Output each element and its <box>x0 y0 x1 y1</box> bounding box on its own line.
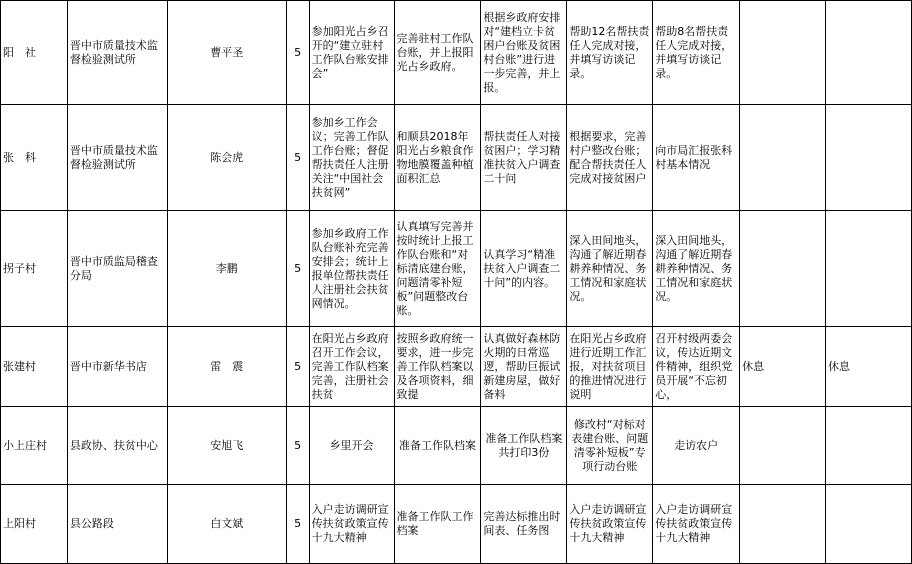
day5-cell: 召开村级两委会议，传达近期文件精神，组织党员开展“不忘初心， <box>653 327 740 407</box>
day1-cell: 乡里开会 <box>309 407 394 485</box>
table-row <box>1 485 912 564</box>
day1-cell: 参加乡工作会议；完善工作队工作台账；督促帮扶责任人注册关注“中国社会扶贫网” <box>309 105 394 211</box>
day5-cell: 帮助8名帮扶责任人完成对接，并填写访谈记录。 <box>653 1 740 105</box>
day5-cell: 深入田间地头，沟通了解近期春耕养种情况、务工情况和家庭状况。 <box>653 211 740 327</box>
day7-cell <box>826 1 912 105</box>
table-row <box>1 105 912 211</box>
day5-cell: 入户走访调研宣传扶贫政策宣传十九大精神 <box>653 485 740 564</box>
village-cell: 张建村 <box>1 327 68 407</box>
day1-cell: 在阳光占乡政府召开工作会议，完善工作队档案完善，注册社会扶贫 <box>309 327 394 407</box>
day4-cell: 深入田间地头，沟通了解近期春耕养种情况、务工情况和家庭状况。 <box>567 211 653 327</box>
day7-cell <box>826 407 912 485</box>
person-cell: 曹平圣 <box>167 1 286 105</box>
person-cell: 白文斌 <box>167 485 286 564</box>
person-cell: 陈会虎 <box>167 105 286 211</box>
unit-cell: 县政协、扶贫中心 <box>67 407 167 485</box>
day2-cell: 认真填写完善并按时统计上报工作队台账和“对标清底建台账，问题清零补短板”问题整改台账。 <box>394 211 481 327</box>
day1-cell: 参加乡政府工作队台账补充完善安排会；统计上报单位帮扶责任人注册社会扶贫网情况。 <box>309 211 394 327</box>
day7-cell <box>826 485 912 564</box>
day3-cell: 认真做好森林防火期的日常巡逻，帮助巨振试新建房屋，做好备料 <box>481 327 567 407</box>
table-row <box>1 1 912 105</box>
day7-cell <box>826 105 912 211</box>
unit-cell: 晋中市质监局稽查分局 <box>67 211 167 327</box>
day4-cell: 在阳光占乡政府进行近期工作汇报，对扶贫项目的推进情况进行说明 <box>567 327 653 407</box>
table-row <box>1 211 912 327</box>
day4-cell: 修改村“对标对表建台账、问题清零补短板”专项行动台账 <box>567 407 653 485</box>
day2-cell: 按照乡政府统一要求，进一步完善工作队档案以及各项资料，细致提 <box>394 327 481 407</box>
days-cell: 5 <box>286 105 309 211</box>
day6-cell <box>740 105 826 211</box>
day4-cell: 帮助12名帮扶责任人完成对接，并填写访谈记录。 <box>567 1 653 105</box>
person-cell: 雷 震 <box>167 327 286 407</box>
village-cell: 张 科 <box>1 105 68 211</box>
day6-cell <box>740 211 826 327</box>
table-row <box>1 407 912 485</box>
unit-cell: 晋中市质量技术监督检验测试所 <box>67 1 167 105</box>
day5-cell: 走访农户 <box>653 407 740 485</box>
days-cell: 5 <box>286 1 309 105</box>
day7-cell <box>826 211 912 327</box>
day4-cell: 入户走访调研宣传扶贫政策宣传十九大精神 <box>567 485 653 564</box>
day3-cell: 帮扶责任人对接贫困户；学习精准扶贫入户调查二十问 <box>481 105 567 211</box>
unit-cell: 县公路段 <box>67 485 167 564</box>
day3-cell: 准备工作队档案共打印3份 <box>481 407 567 485</box>
village-cell: 拐子村 <box>1 211 68 327</box>
days-cell: 5 <box>286 327 309 407</box>
days-cell: 5 <box>286 407 309 485</box>
unit-cell: 晋中市新华书店 <box>67 327 167 407</box>
day2-cell: 准备工作队工作档案 <box>394 485 481 564</box>
day7-cell: 休息 <box>826 327 912 407</box>
village-cell: 上阳村 <box>1 485 68 564</box>
village-cell: 小上庄村 <box>1 407 68 485</box>
day6-cell <box>740 485 826 564</box>
day6-cell <box>740 407 826 485</box>
days-cell: 5 <box>286 211 309 327</box>
unit-cell: 晋中市质量技术监督检验测试所 <box>67 105 167 211</box>
day3-cell: 认真学习“精准扶贫入户调查二十问”的内容。 <box>481 211 567 327</box>
day2-cell: 准备工作队档案 <box>394 407 481 485</box>
person-cell: 安旭飞 <box>167 407 286 485</box>
day3-cell: 完善达标推出时间表、任务图 <box>481 485 567 564</box>
village-cell: 阳 社 <box>1 1 68 105</box>
day6-cell: 休息 <box>740 327 826 407</box>
day1-cell: 入户走访调研宣传扶贫政策宣传十九大精神 <box>309 485 394 564</box>
person-cell: 李鹏 <box>167 211 286 327</box>
day5-cell: 向市局汇报张科村基本情况 <box>653 105 740 211</box>
table-row <box>1 327 912 407</box>
day1-cell: 参加阳光占乡召开的“建立驻村工作队台账安排会” <box>309 1 394 105</box>
day3-cell: 根据乡政府安排对“建档立卡贫困户台账及贫困村台账”进行进一步完善，并上报。 <box>481 1 567 105</box>
day2-cell: 完善驻村工作队台账，并上报阳光占乡政府。 <box>394 1 481 105</box>
day4-cell: 根据要求，完善村户整改台账；配合帮扶责任人完成对接贫困户 <box>567 105 653 211</box>
day6-cell <box>740 1 826 105</box>
days-cell: 5 <box>286 485 309 564</box>
day2-cell: 和顺县2018年阳光占乡粮食作物地膜覆盖种植面积汇总 <box>394 105 481 211</box>
